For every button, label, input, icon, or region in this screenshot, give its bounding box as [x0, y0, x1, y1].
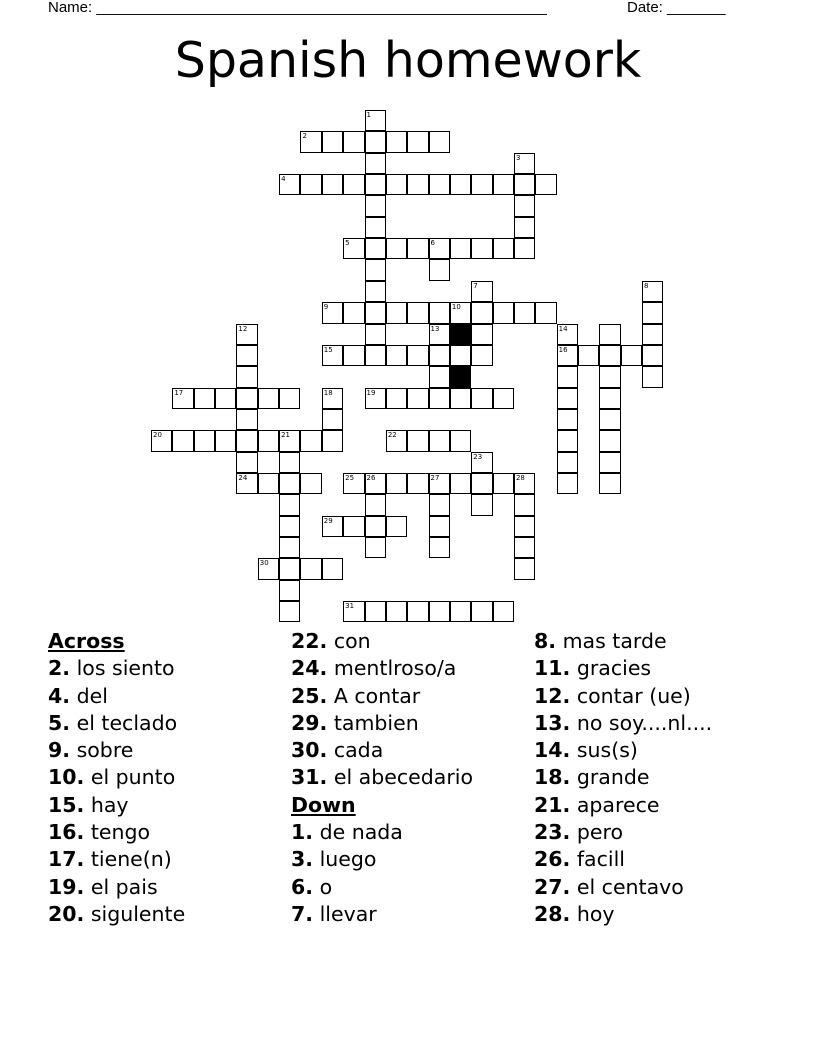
clue-number: 10. [48, 765, 85, 790]
grid-cell[interactable] [365, 259, 386, 280]
grid-cell[interactable] [493, 238, 514, 259]
grid-cell[interactable] [429, 430, 450, 451]
cell-number: 10 [451, 303, 461, 312]
clue-text: el abecedario [327, 765, 473, 790]
grid-cell[interactable] [493, 174, 514, 195]
grid-cell[interactable] [429, 345, 450, 366]
grid-cell[interactable] [300, 558, 321, 579]
across-clue [48, 819, 288, 846]
grid-cell[interactable] [151, 430, 172, 451]
clue-number: 13. [534, 710, 571, 735]
grid-cell[interactable] [429, 601, 450, 622]
grid-cell[interactable] [450, 238, 471, 259]
grid-cell[interactable] [279, 601, 300, 622]
clue-number: 29. [291, 710, 328, 735]
grid-cell[interactable] [471, 281, 492, 302]
grid-cell[interactable] [236, 452, 257, 473]
grid-cell[interactable] [365, 494, 386, 515]
clue-number: 28. [534, 901, 571, 926]
cell-number: 1 [366, 111, 371, 119]
grid-cell[interactable] [386, 473, 407, 494]
grid-cell[interactable] [365, 324, 386, 345]
grid-cell[interactable] [471, 452, 492, 473]
blocked-cell [450, 324, 471, 345]
grid-cell[interactable] [599, 473, 620, 494]
grid-cell[interactable] [557, 430, 578, 451]
grid-cell[interactable] [450, 388, 471, 409]
grid-cell[interactable] [322, 131, 343, 152]
grid-cell[interactable] [365, 537, 386, 558]
cell-number: 6 [430, 239, 436, 248]
grid-cell[interactable] [471, 174, 492, 195]
cell-number: 30 [259, 559, 269, 568]
grid-cell[interactable] [322, 174, 343, 195]
grid-cell[interactable] [407, 473, 428, 494]
clue-text: con [327, 629, 371, 653]
across-clue [48, 874, 288, 901]
grid-cell[interactable] [599, 388, 620, 409]
cell-number: 15 [323, 345, 333, 354]
clue-number: 6. [291, 874, 314, 899]
clue-text: sus(s) [570, 738, 638, 763]
grid-cell[interactable] [429, 259, 450, 280]
grid-cell[interactable] [365, 195, 386, 216]
grid-cell[interactable] [386, 388, 407, 409]
grid-cell[interactable] [429, 473, 450, 494]
clue-column-3 [534, 628, 774, 928]
grid-cell[interactable] [365, 473, 386, 494]
down-clue [534, 628, 774, 655]
grid-cell[interactable] [343, 131, 364, 152]
grid-cell[interactable] [343, 174, 364, 195]
page-title: Spanish homework [174, 32, 642, 89]
grid-cell[interactable] [493, 473, 514, 494]
clue-text: mas tarde [556, 629, 667, 653]
down-clue [291, 901, 531, 928]
grid-cell[interactable] [236, 409, 257, 430]
grid-cell[interactable] [236, 388, 257, 409]
cell-number: 3 [515, 153, 521, 162]
down-clue [534, 764, 774, 791]
grid-cell[interactable] [557, 345, 578, 366]
cell-number: 7 [473, 281, 478, 290]
clue-text: cada [327, 738, 384, 763]
clue-number: 9. [48, 738, 71, 763]
grid-cell[interactable] [407, 238, 428, 259]
grid-cell[interactable] [514, 473, 535, 494]
grid-cell[interactable] [365, 281, 386, 302]
grid-cell[interactable] [514, 537, 535, 558]
cell-number: 9 [323, 303, 329, 312]
grid-cell[interactable] [429, 537, 450, 558]
grid-cell[interactable] [236, 473, 257, 494]
grid-cell[interactable] [258, 430, 279, 451]
grid-cell[interactable] [429, 302, 450, 323]
clue-text: el teclado [70, 710, 178, 735]
down-clue [534, 792, 774, 819]
across-clue [291, 737, 531, 764]
grid-cell[interactable] [557, 452, 578, 473]
grid-cell[interactable] [514, 238, 535, 259]
grid-cell[interactable] [578, 345, 599, 366]
grid-cell[interactable] [642, 345, 663, 366]
grid-cell[interactable] [599, 366, 620, 387]
grid-cell[interactable] [429, 131, 450, 152]
grid-cell[interactable] [450, 302, 471, 323]
grid-cell[interactable] [557, 409, 578, 430]
clue-text: hoy [570, 901, 615, 926]
clue-text: mentlroso/a [327, 656, 457, 681]
grid-cell[interactable] [279, 516, 300, 537]
across-clue [48, 846, 288, 873]
across-clue [291, 628, 531, 655]
down-clue [291, 874, 531, 901]
cell-number: 8 [644, 281, 649, 290]
clue-number: 11. [534, 656, 571, 681]
grid-cell[interactable] [429, 516, 450, 537]
grid-cell[interactable] [642, 302, 663, 323]
cell-number: 29 [323, 516, 333, 525]
grid-cell[interactable] [365, 238, 386, 259]
down-clue [534, 846, 774, 873]
clue-text: tambien [327, 710, 419, 735]
grid-cell[interactable] [322, 558, 343, 579]
down-clue [534, 874, 774, 901]
grid-cell[interactable] [343, 473, 364, 494]
clue-text: luego [313, 847, 377, 872]
clue-number: 21. [534, 792, 571, 817]
grid-cell[interactable] [215, 430, 236, 451]
grid-cell[interactable] [599, 452, 620, 473]
across-clue [48, 655, 288, 682]
grid-cell[interactable] [258, 558, 279, 579]
cell-number: 31 [345, 602, 355, 611]
clue-number: 22. [291, 629, 328, 653]
grid-cell[interactable] [535, 174, 556, 195]
grid-cell[interactable] [407, 302, 428, 323]
grid-cell[interactable] [429, 388, 450, 409]
grid-cell[interactable] [407, 131, 428, 152]
grid-cell[interactable] [343, 345, 364, 366]
grid-cell[interactable] [215, 388, 236, 409]
cell-number: 12 [238, 324, 248, 333]
clue-text: hay [84, 792, 129, 817]
clue-number: 5. [48, 710, 71, 735]
grid-cell[interactable] [194, 388, 215, 409]
grid-cell[interactable] [365, 153, 386, 174]
grid-cell[interactable] [599, 409, 620, 430]
grid-cell[interactable] [322, 516, 343, 537]
grid-cell[interactable] [599, 324, 620, 345]
cell-number: 23 [473, 452, 483, 461]
clue-text: no soy....nl.... [570, 710, 713, 735]
cell-number: 24 [238, 473, 248, 482]
cell-number: 28 [515, 473, 525, 482]
grid-cell[interactable] [514, 217, 535, 238]
clue-text: los siento [70, 656, 175, 681]
grid-cell[interactable] [429, 366, 450, 387]
grid-cell[interactable] [365, 302, 386, 323]
clue-number: 31. [291, 765, 328, 790]
clue-text: el pais [84, 874, 158, 899]
grid-cell[interactable] [471, 238, 492, 259]
cell-number: 26 [366, 473, 376, 482]
clue-number: 8. [534, 629, 557, 653]
grid-cell[interactable] [386, 131, 407, 152]
cell-number: 18 [323, 388, 333, 397]
cell-number: 13 [430, 324, 440, 333]
grid-cell[interactable] [514, 516, 535, 537]
clue-text: pero [570, 820, 623, 845]
down-clue [291, 846, 531, 873]
grid-cell[interactable] [343, 302, 364, 323]
clue-number: 24. [291, 656, 328, 681]
cell-number: 27 [430, 473, 440, 482]
grid-cell[interactable] [236, 430, 257, 451]
clue-number: 26. [534, 847, 571, 872]
grid-cell[interactable] [557, 366, 578, 387]
grid-cell[interactable] [621, 345, 642, 366]
grid-cell[interactable] [236, 366, 257, 387]
across-clue [48, 901, 288, 928]
grid-cell[interactable] [365, 174, 386, 195]
grid-cell[interactable] [279, 558, 300, 579]
grid-cell[interactable] [322, 409, 343, 430]
grid-cell[interactable] [450, 601, 471, 622]
grid-cell[interactable] [279, 580, 300, 601]
across-heading: Across [48, 629, 125, 653]
clue-number: 3. [291, 847, 314, 872]
grid-cell[interactable] [343, 516, 364, 537]
grid-cell[interactable] [300, 131, 321, 152]
grid-cell[interactable] [514, 494, 535, 515]
grid-cell[interactable] [642, 366, 663, 387]
clue-text: tengo [84, 820, 151, 845]
grid-cell[interactable] [493, 388, 514, 409]
clue-text: facill [570, 847, 625, 872]
grid-cell[interactable] [429, 174, 450, 195]
down-clue [291, 819, 531, 846]
grid-cell[interactable] [407, 601, 428, 622]
grid-cell[interactable] [386, 302, 407, 323]
clue-number: 20. [48, 901, 85, 926]
clue-number: 15. [48, 792, 85, 817]
grid-cell[interactable] [386, 601, 407, 622]
date-field-label[interactable]: Date: _______ [627, 0, 726, 16]
grid-cell[interactable] [258, 388, 279, 409]
clue-number: 23. [534, 820, 571, 845]
across-clue [291, 683, 531, 710]
cell-number: 22 [387, 431, 397, 440]
down-clue [534, 655, 774, 682]
cell-number: 16 [558, 345, 568, 354]
grid-cell[interactable] [322, 345, 343, 366]
across-clue [48, 683, 288, 710]
grid-cell[interactable] [514, 153, 535, 174]
cell-number: 14 [558, 324, 568, 333]
grid-cell[interactable] [471, 324, 492, 345]
clue-number: 7. [291, 901, 314, 926]
grid-cell[interactable] [322, 388, 343, 409]
grid-cell[interactable] [279, 473, 300, 494]
cell-number: 4 [281, 175, 286, 184]
clue-text: aparece [570, 792, 660, 817]
blocked-cell [450, 366, 471, 387]
grid-cell[interactable] [386, 430, 407, 451]
grid-cell[interactable] [172, 388, 193, 409]
clue-number: 12. [534, 683, 571, 708]
grid-cell[interactable] [471, 388, 492, 409]
cell-number: 21 [281, 431, 291, 440]
grid-cell[interactable] [407, 174, 428, 195]
grid-cell[interactable] [599, 345, 620, 366]
clue-text: el punto [84, 765, 176, 790]
grid-cell[interactable] [450, 345, 471, 366]
grid-cell[interactable] [386, 345, 407, 366]
grid-cell[interactable] [471, 345, 492, 366]
clue-number: 27. [534, 874, 571, 899]
grid-cell[interactable] [236, 345, 257, 366]
down-clue [534, 737, 774, 764]
grid-cell[interactable] [365, 516, 386, 537]
clue-column-2 [291, 628, 531, 928]
clue-number: 1. [291, 820, 314, 845]
across-clue [48, 737, 288, 764]
grid-cell[interactable] [236, 324, 257, 345]
grid-cell[interactable] [471, 494, 492, 515]
grid-cell[interactable] [535, 302, 556, 323]
grid-cell[interactable] [386, 238, 407, 259]
grid-cell[interactable] [343, 238, 364, 259]
clue-text: del [70, 683, 108, 708]
across-clue [48, 792, 288, 819]
clue-text: tiene(n) [84, 847, 172, 872]
clue-column-1 [48, 628, 288, 928]
across-clue [291, 655, 531, 682]
cell-number: 25 [345, 473, 355, 482]
grid-cell[interactable] [514, 195, 535, 216]
clue-number: 25. [291, 683, 328, 708]
grid-cell[interactable] [599, 430, 620, 451]
grid-cell[interactable] [279, 388, 300, 409]
grid-cell[interactable] [429, 494, 450, 515]
grid-cell[interactable] [279, 494, 300, 515]
grid-cell[interactable] [322, 302, 343, 323]
clue-number: 16. [48, 820, 85, 845]
grid-cell[interactable] [557, 324, 578, 345]
cell-number: 20 [153, 431, 162, 440]
down-clue [534, 819, 774, 846]
grid-cell[interactable] [450, 430, 471, 451]
grid-cell[interactable] [471, 302, 492, 323]
clue-text: sobre [70, 738, 134, 763]
grid-cell[interactable] [642, 281, 663, 302]
grid-cell[interactable] [429, 238, 450, 259]
clue-number: 2. [48, 656, 71, 681]
grid-cell[interactable] [514, 174, 535, 195]
clue-number: 17. [48, 847, 85, 872]
grid-cell[interactable] [514, 558, 535, 579]
across-clue [291, 710, 531, 737]
clue-text: o [313, 874, 333, 899]
grid-cell[interactable] [300, 174, 321, 195]
grid-cell[interactable] [407, 388, 428, 409]
down-clue [534, 683, 774, 710]
grid-cell[interactable] [407, 430, 428, 451]
grid-cell[interactable] [471, 473, 492, 494]
grid-cell[interactable] [343, 601, 364, 622]
grid-cell[interactable] [365, 601, 386, 622]
cell-number: 17 [174, 388, 184, 397]
grid-cell[interactable] [365, 131, 386, 152]
grid-cell[interactable] [279, 430, 300, 451]
grid-cell[interactable] [450, 473, 471, 494]
grid-cell[interactable] [557, 388, 578, 409]
grid-cell[interactable] [365, 388, 386, 409]
grid-cell[interactable] [300, 430, 321, 451]
clue-text: de nada [313, 820, 403, 845]
clue-number: 18. [534, 765, 571, 790]
grid-cell[interactable] [172, 430, 193, 451]
grid-cell[interactable] [279, 174, 300, 195]
grid-cell[interactable] [386, 174, 407, 195]
grid-cell[interactable] [365, 217, 386, 238]
grid-cell[interactable] [300, 473, 321, 494]
clue-text: llevar [313, 901, 377, 926]
clue-number: 4. [48, 683, 71, 708]
across-clue [48, 764, 288, 791]
clue-number: 19. [48, 874, 85, 899]
grid-cell[interactable] [365, 345, 386, 366]
clue-text: A contar [327, 683, 421, 708]
across-clue [48, 710, 288, 737]
cell-number: 19 [366, 388, 376, 397]
down-clue [534, 710, 774, 737]
clue-text: sigulente [84, 901, 186, 926]
across-clue [291, 764, 531, 791]
cell-number: 5 [345, 239, 350, 248]
grid-cell[interactable] [279, 537, 300, 558]
cell-number: 2 [302, 132, 307, 141]
grid-cell[interactable] [471, 601, 492, 622]
grid-cell[interactable] [557, 473, 578, 494]
clue-number: 30. [291, 738, 328, 763]
grid-cell[interactable] [450, 174, 471, 195]
grid-cell[interactable] [514, 302, 535, 323]
clue-text: grande [570, 765, 650, 790]
grid-cell[interactable] [258, 473, 279, 494]
grid-cell[interactable] [365, 110, 386, 131]
grid-cell[interactable] [322, 430, 343, 451]
grid-cell[interactable] [279, 452, 300, 473]
down-heading: Down [291, 792, 356, 817]
down-clue [534, 901, 774, 928]
name-field-label[interactable]: Name: ______________________________________________________ [48, 0, 547, 16]
clue-text: contar (ue) [570, 683, 691, 708]
clue-number: 14. [534, 738, 571, 763]
grid-cell[interactable] [429, 324, 450, 345]
grid-cell[interactable] [493, 302, 514, 323]
grid-cell[interactable] [194, 430, 215, 451]
grid-cell[interactable] [642, 324, 663, 345]
grid-cell[interactable] [493, 601, 514, 622]
grid-cell[interactable] [386, 516, 407, 537]
grid-cell[interactable] [407, 345, 428, 366]
clue-text: gracies [570, 656, 652, 681]
clue-text: el centavo [570, 874, 684, 899]
